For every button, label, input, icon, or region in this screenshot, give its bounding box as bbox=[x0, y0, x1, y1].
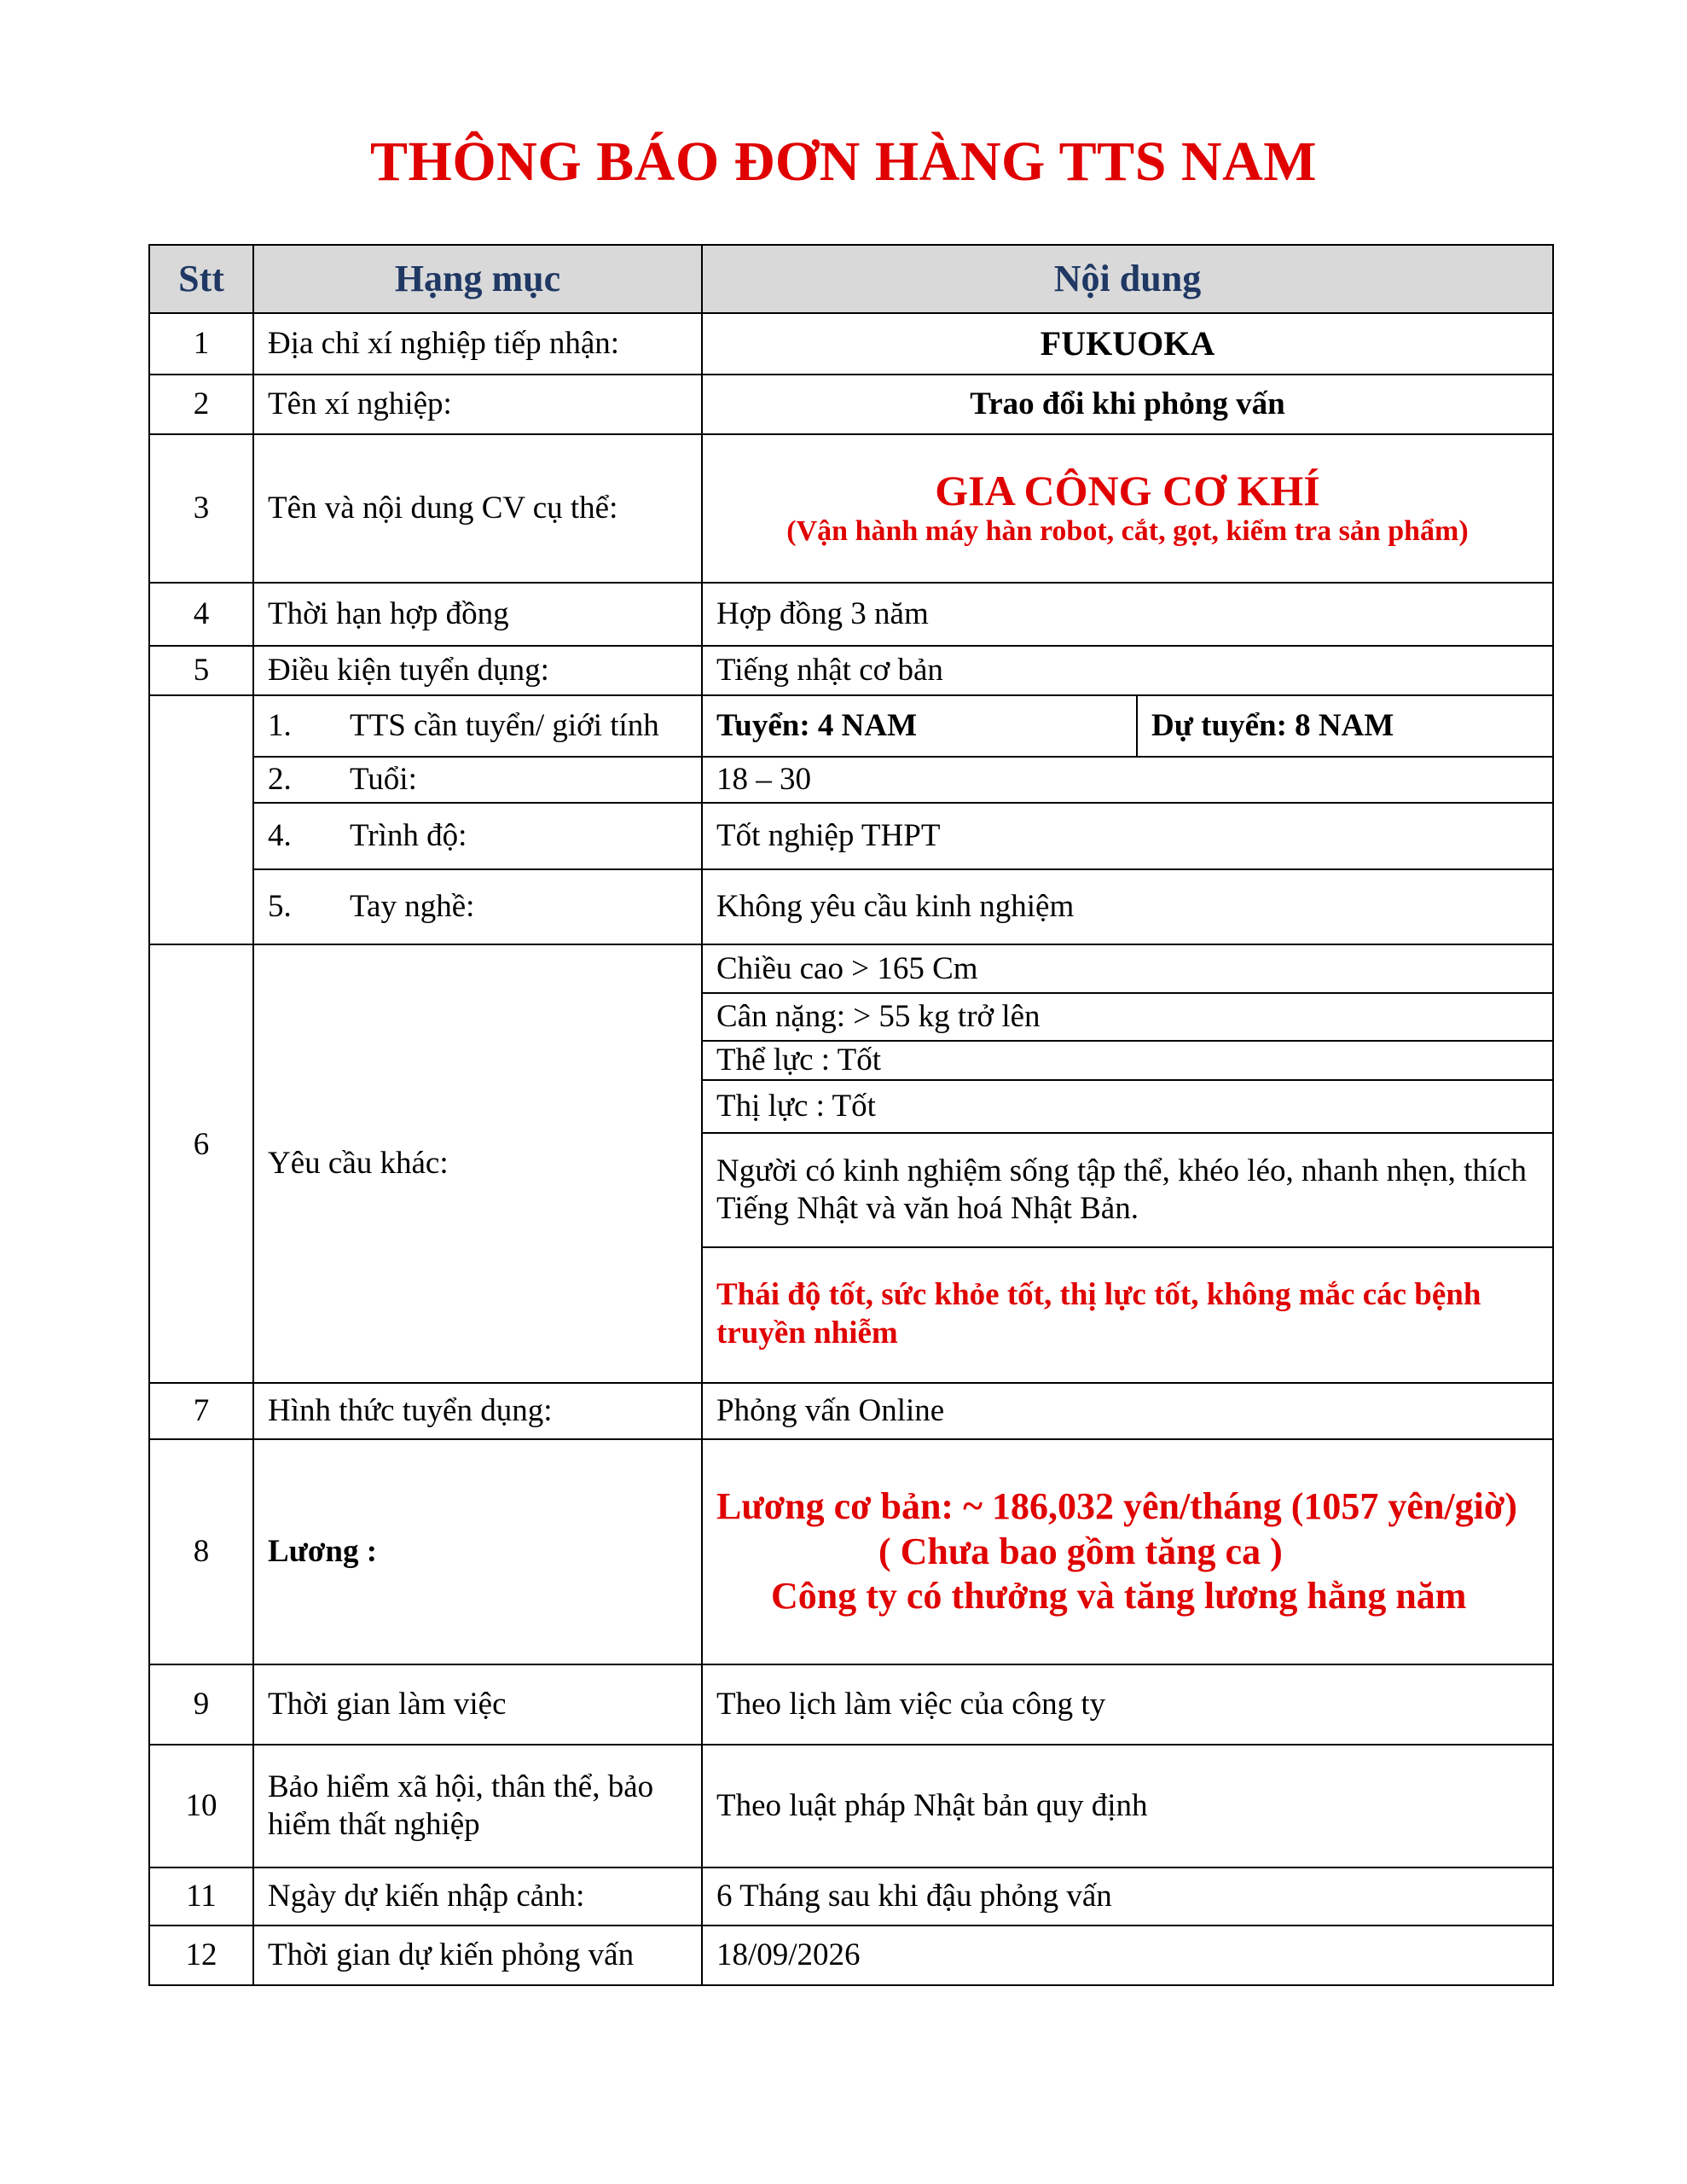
table-row bbox=[149, 313, 1553, 375]
job-subtitle: (Vận hành máy hàn robot, cắt, gọt, kiểm tra sản phẩm) bbox=[786, 515, 1469, 548]
row-label: Điều kiện tuyển dụng: bbox=[253, 646, 702, 695]
row-value: Hợp đồng 3 năm bbox=[702, 583, 1553, 646]
row-stt: 12 bbox=[149, 1926, 253, 1985]
row-value: Theo luật pháp Nhật bản quy định bbox=[702, 1745, 1553, 1867]
row-label: Lương : bbox=[253, 1439, 702, 1664]
item-label: Trình độ: bbox=[350, 817, 467, 853]
table-row bbox=[149, 944, 1553, 1383]
item-number: 5. bbox=[268, 888, 292, 924]
row-label: Thời hạn hợp đồng bbox=[253, 583, 702, 646]
row-stt: 3 bbox=[149, 434, 253, 583]
row-stt: 11 bbox=[149, 1867, 253, 1926]
salary-cell bbox=[702, 1439, 1553, 1664]
item-label: Tay nghề: bbox=[350, 888, 475, 924]
job-title: GIA CÔNG CƠ KHÍ bbox=[935, 467, 1320, 515]
row-label bbox=[253, 757, 702, 803]
requirement-description: Người có kinh nghiệm sống tập thể, khéo léo, nhanh nhẹn, thích Tiếng Nhật và văn hoá Nhật Bản. bbox=[703, 1133, 1552, 1247]
row-stt: 8 bbox=[149, 1439, 253, 1664]
row-stt: 10 bbox=[149, 1745, 253, 1867]
row-label: Yêu cầu khác: bbox=[253, 944, 702, 1383]
salary-bonus-note: Công ty có thưởng và tăng lương hằng năm bbox=[771, 1575, 1467, 1618]
table-row bbox=[149, 646, 1553, 695]
row-label bbox=[253, 869, 702, 944]
requirement-fitness: Thể lực : Tốt bbox=[703, 1041, 1552, 1080]
table-row bbox=[149, 1439, 1553, 1664]
table-header-row bbox=[149, 245, 1553, 313]
row-label bbox=[253, 803, 702, 869]
row-stt: 1 bbox=[149, 313, 253, 375]
row-value: Trao đổi khi phỏng vấn bbox=[702, 375, 1553, 434]
other-requirements-cell bbox=[702, 944, 1553, 1383]
salary-base: Lương cơ bản: ~ 186,032 yên/tháng (1057 yên/giờ) bbox=[716, 1484, 1517, 1527]
row-label: Địa chỉ xí nghiệp tiếp nhận: bbox=[253, 313, 702, 375]
row-label: Tên và nội dung CV cụ thể: bbox=[253, 434, 702, 583]
table-row bbox=[149, 757, 1553, 803]
header-hang-muc: Hạng mục bbox=[253, 245, 702, 313]
row-value: Theo lịch làm việc của công ty bbox=[702, 1664, 1553, 1745]
tuyen-value: Tuyển: 4 NAM bbox=[716, 707, 918, 743]
table-row bbox=[149, 695, 1553, 757]
row-label: Bảo hiểm xã hội, thân thể, bảo hiểm thất nghiệp bbox=[253, 1745, 702, 1867]
header-noi-dung: Nội dung bbox=[702, 245, 1553, 313]
row-stt: 2 bbox=[149, 375, 253, 434]
salary-overtime-note: ( Chưa bao gồm tăng ca ) bbox=[878, 1530, 1283, 1572]
requirement-eyesight: Thị lực : Tốt bbox=[703, 1080, 1552, 1133]
table-row bbox=[149, 1745, 1553, 1867]
table-row bbox=[149, 1664, 1553, 1745]
requirement-health-note: Thái độ tốt, sức khỏe tốt, thị lực tốt, không mắc các bệnh truyền nhiễm bbox=[703, 1247, 1552, 1380]
row-label: Ngày dự kiến nhập cảnh: bbox=[253, 1867, 702, 1926]
row-label: Hình thức tuyển dụng: bbox=[253, 1383, 702, 1439]
row-value: Phỏng vấn Online bbox=[702, 1383, 1553, 1439]
row-stt: 5 bbox=[149, 646, 253, 695]
item-number: 2. bbox=[268, 761, 292, 797]
row-stt-empty bbox=[149, 695, 253, 944]
requirement-height: Chiều cao > 165 Cm bbox=[716, 951, 978, 987]
row-label: Tên xí nghiệp: bbox=[253, 375, 702, 434]
table-row bbox=[149, 583, 1553, 646]
item-number: 1. bbox=[268, 707, 292, 743]
table-row bbox=[149, 803, 1553, 869]
row-stt: 7 bbox=[149, 1383, 253, 1439]
job-order-table bbox=[148, 244, 1554, 1986]
header-stt: Stt bbox=[149, 245, 253, 313]
row-label bbox=[253, 695, 702, 757]
table-row bbox=[149, 1926, 1553, 1985]
table-row bbox=[149, 375, 1553, 434]
row-value: Tốt nghiệp THPT bbox=[702, 803, 1553, 869]
row-stt: 6 bbox=[149, 944, 253, 1383]
table-row bbox=[149, 869, 1553, 944]
row-value: Không yêu cầu kinh nghiệm bbox=[702, 869, 1553, 944]
row-label: Thời gian làm việc bbox=[253, 1664, 702, 1745]
row-value: FUKUOKA bbox=[702, 313, 1553, 375]
item-label: TTS cần tuyển/ giới tính bbox=[350, 707, 659, 743]
requirement-weight: Cân nặng: > 55 kg trở lên bbox=[703, 993, 1552, 1041]
row-label: Thời gian dự kiến phỏng vấn bbox=[253, 1926, 702, 1985]
item-number: 4. bbox=[268, 817, 292, 853]
job-title-cell bbox=[702, 434, 1553, 583]
row-value: 18 – 30 bbox=[702, 757, 1553, 803]
table-row bbox=[149, 434, 1553, 583]
du-tuyen-value: Dự tuyển: 8 NAM bbox=[1137, 696, 1552, 756]
table-row bbox=[149, 1383, 1553, 1439]
page-title: THÔNG BÁO ĐƠN HÀNG TTS NAM bbox=[369, 131, 1318, 193]
row-value: Tiếng nhật cơ bản bbox=[702, 646, 1553, 695]
row-stt: 9 bbox=[149, 1664, 253, 1745]
item-label: Tuổi: bbox=[350, 761, 417, 797]
table-row bbox=[149, 1867, 1553, 1926]
row-value: 18/09/2026 bbox=[702, 1926, 1553, 1985]
recruit-count-cell bbox=[702, 695, 1553, 757]
row-stt: 4 bbox=[149, 583, 253, 646]
row-value: 6 Tháng sau khi đậu phỏng vấn bbox=[702, 1867, 1553, 1926]
